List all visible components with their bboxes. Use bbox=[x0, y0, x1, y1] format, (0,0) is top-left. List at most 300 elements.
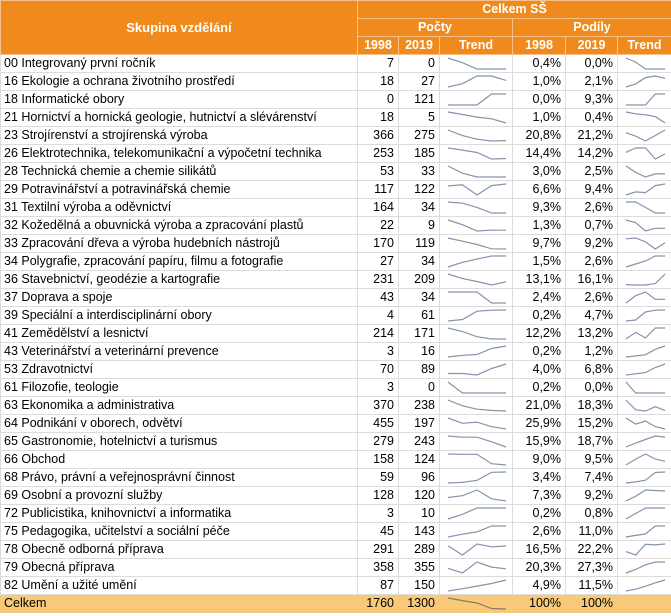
count-trend bbox=[440, 145, 513, 163]
count-trend bbox=[440, 325, 513, 343]
count-trend-sparkline bbox=[440, 109, 512, 126]
sparkline-path bbox=[626, 238, 665, 249]
count-1998: 358 bbox=[358, 559, 399, 577]
share-trend bbox=[618, 289, 671, 307]
sparkline-path bbox=[626, 310, 665, 321]
sparkline-path bbox=[626, 544, 665, 555]
count-2019: 16 bbox=[399, 343, 440, 361]
count-trend bbox=[440, 541, 513, 559]
table-row bbox=[1, 433, 671, 451]
count-trend-sparkline bbox=[440, 145, 512, 162]
header-shares-2019: 2019 bbox=[566, 37, 618, 55]
sparkline-path bbox=[448, 418, 506, 429]
share-2019: 9,2% bbox=[566, 487, 618, 505]
count-1998: 53 bbox=[358, 163, 399, 181]
share-trend bbox=[618, 253, 671, 271]
sparkline-path bbox=[626, 94, 665, 105]
share-1998: 16,5% bbox=[513, 541, 566, 559]
share-2019: 2,6% bbox=[566, 253, 618, 271]
share-1998: 0,2% bbox=[513, 379, 566, 397]
count-1998: 4 bbox=[358, 307, 399, 325]
group-label: 34 Polygrafie, zpracování papíru, filmu a fotografie bbox=[1, 253, 358, 271]
count-2019: 34 bbox=[399, 199, 440, 217]
table-row bbox=[1, 577, 671, 595]
count-2019: 120 bbox=[399, 487, 440, 505]
share-1998: 20,3% bbox=[513, 559, 566, 577]
share-trend-sparkline bbox=[618, 325, 671, 342]
count-trend bbox=[440, 397, 513, 415]
share-trend bbox=[618, 523, 671, 541]
share-1998: 9,3% bbox=[513, 199, 566, 217]
share-trend-sparkline bbox=[618, 415, 671, 432]
sparkline-path bbox=[626, 400, 665, 411]
sparkline-path bbox=[448, 580, 506, 591]
group-label: Celkem bbox=[1, 595, 358, 613]
table-row bbox=[1, 343, 671, 361]
share-2019: 1,2% bbox=[566, 343, 618, 361]
share-trend bbox=[618, 595, 671, 613]
sparkline-path bbox=[448, 400, 506, 411]
share-trend-sparkline bbox=[618, 253, 671, 270]
count-trend bbox=[440, 487, 513, 505]
count-2019: 150 bbox=[399, 577, 440, 595]
table-row bbox=[1, 523, 671, 541]
count-1998: 45 bbox=[358, 523, 399, 541]
sparkline-path bbox=[448, 238, 506, 249]
share-trend-sparkline bbox=[618, 55, 671, 72]
sparkline-path bbox=[448, 562, 506, 573]
table-row bbox=[1, 181, 671, 199]
share-trend bbox=[618, 577, 671, 595]
count-trend bbox=[440, 271, 513, 289]
share-2019: 16,1% bbox=[566, 271, 618, 289]
share-1998: 4,0% bbox=[513, 361, 566, 379]
share-1998: 100% bbox=[513, 595, 566, 613]
count-trend bbox=[440, 235, 513, 253]
count-trend-sparkline bbox=[440, 235, 512, 252]
count-trend bbox=[440, 109, 513, 127]
count-1998: 366 bbox=[358, 127, 399, 145]
sparkline-path bbox=[448, 166, 506, 177]
share-2019: 0,7% bbox=[566, 217, 618, 235]
sparkline-path bbox=[626, 76, 665, 87]
share-1998: 0,2% bbox=[513, 505, 566, 523]
count-2019: 34 bbox=[399, 253, 440, 271]
sparkline-path bbox=[448, 202, 506, 213]
share-2019: 0,0% bbox=[566, 55, 618, 73]
count-trend-sparkline bbox=[440, 91, 512, 108]
count-trend bbox=[440, 469, 513, 487]
table-body bbox=[1, 55, 671, 613]
share-trend bbox=[618, 379, 671, 397]
share-trend-sparkline bbox=[618, 217, 671, 234]
share-2019: 15,2% bbox=[566, 415, 618, 433]
share-trend bbox=[618, 361, 671, 379]
table-row bbox=[1, 235, 671, 253]
total-row bbox=[1, 595, 671, 613]
group-label: 23 Strojírenství a strojírenská výroba bbox=[1, 127, 358, 145]
count-2019: 289 bbox=[399, 541, 440, 559]
share-trend bbox=[618, 469, 671, 487]
share-1998: 4,9% bbox=[513, 577, 566, 595]
count-1998: 117 bbox=[358, 181, 399, 199]
count-trend-sparkline bbox=[440, 289, 512, 306]
count-trend-sparkline bbox=[440, 505, 512, 522]
count-1998: 18 bbox=[358, 109, 399, 127]
share-trend bbox=[618, 271, 671, 289]
share-trend-sparkline bbox=[618, 523, 671, 540]
count-2019: 119 bbox=[399, 235, 440, 253]
count-trend-sparkline bbox=[440, 163, 512, 180]
share-2019: 2,1% bbox=[566, 73, 618, 91]
header-counts-trend: Trend bbox=[440, 37, 513, 55]
share-2019: 18,7% bbox=[566, 433, 618, 451]
share-trend-sparkline bbox=[618, 91, 671, 108]
share-1998: 2,4% bbox=[513, 289, 566, 307]
share-trend bbox=[618, 181, 671, 199]
count-trend-sparkline bbox=[440, 379, 512, 396]
count-trend-sparkline bbox=[440, 397, 512, 414]
group-label: 29 Potravinářství a potravinářská chemie bbox=[1, 181, 358, 199]
share-1998: 7,3% bbox=[513, 487, 566, 505]
count-1998: 279 bbox=[358, 433, 399, 451]
group-label: 32 Kožedělná a obuvnická výroba a zpracování plastů bbox=[1, 217, 358, 235]
table-row bbox=[1, 73, 671, 91]
share-1998: 0,2% bbox=[513, 343, 566, 361]
header-shares-1998: 1998 bbox=[513, 37, 566, 55]
count-trend-sparkline bbox=[440, 325, 512, 342]
share-trend-sparkline bbox=[618, 379, 671, 396]
count-trend-sparkline bbox=[440, 595, 512, 612]
share-1998: 9,7% bbox=[513, 235, 566, 253]
count-1998: 214 bbox=[358, 325, 399, 343]
count-2019: 122 bbox=[399, 181, 440, 199]
share-1998: 3,0% bbox=[513, 163, 566, 181]
sparkline-path bbox=[626, 148, 665, 159]
count-trend bbox=[440, 91, 513, 109]
share-trend-sparkline bbox=[618, 163, 671, 180]
sparkline-path bbox=[448, 472, 506, 483]
share-2019: 27,3% bbox=[566, 559, 618, 577]
count-2019: 0 bbox=[399, 55, 440, 73]
sparkline-path bbox=[626, 508, 665, 519]
count-1998: 455 bbox=[358, 415, 399, 433]
sparkline-path bbox=[448, 292, 506, 303]
share-1998: 12,2% bbox=[513, 325, 566, 343]
table-row bbox=[1, 307, 671, 325]
count-1998: 291 bbox=[358, 541, 399, 559]
share-1998: 2,6% bbox=[513, 523, 566, 541]
count-trend-sparkline bbox=[440, 559, 512, 576]
sparkline-path bbox=[448, 454, 506, 465]
sparkline-path bbox=[626, 454, 665, 465]
table-row bbox=[1, 559, 671, 577]
count-trend-sparkline bbox=[440, 217, 512, 234]
share-2019: 9,4% bbox=[566, 181, 618, 199]
count-trend bbox=[440, 433, 513, 451]
group-label: 65 Gastronomie, hotelnictví a turismus bbox=[1, 433, 358, 451]
group-label: 31 Textilní výroba a oděvnictví bbox=[1, 199, 358, 217]
share-trend bbox=[618, 487, 671, 505]
share-trend bbox=[618, 541, 671, 559]
sparkline-path bbox=[626, 472, 665, 483]
share-trend bbox=[618, 559, 671, 577]
group-label: 36 Stavebnictví, geodézie a kartografie bbox=[1, 271, 358, 289]
count-trend bbox=[440, 577, 513, 595]
share-trend bbox=[618, 127, 671, 145]
header-counts-2019: 2019 bbox=[399, 37, 440, 55]
share-trend bbox=[618, 145, 671, 163]
count-trend-sparkline bbox=[440, 271, 512, 288]
sparkline-path bbox=[448, 220, 506, 231]
share-2019: 0,0% bbox=[566, 379, 618, 397]
share-1998: 15,9% bbox=[513, 433, 566, 451]
share-trend-sparkline bbox=[618, 271, 671, 288]
group-label: 82 Umění a užité umění bbox=[1, 577, 358, 595]
group-label: 68 Právo, právní a veřejnosprávní činnost bbox=[1, 469, 358, 487]
header-counts: Počty bbox=[358, 19, 513, 37]
group-label: 33 Zpracování dřeva a výroba hudebních nástrojů bbox=[1, 235, 358, 253]
share-trend bbox=[618, 73, 671, 91]
table-row bbox=[1, 379, 671, 397]
share-trend bbox=[618, 217, 671, 235]
group-label: 53 Zdravotnictví bbox=[1, 361, 358, 379]
group-label: 39 Speciální a interdisciplinární obory bbox=[1, 307, 358, 325]
share-2019: 13,2% bbox=[566, 325, 618, 343]
share-trend-sparkline bbox=[618, 595, 671, 612]
sparkline-path bbox=[448, 256, 506, 267]
group-label: 16 Ekologie a ochrana životního prostředí bbox=[1, 73, 358, 91]
share-trend-sparkline bbox=[618, 109, 671, 126]
table-row bbox=[1, 469, 671, 487]
sparkline-path bbox=[626, 202, 665, 213]
sparkline-path bbox=[626, 292, 665, 303]
share-trend-sparkline bbox=[618, 73, 671, 90]
share-trend-sparkline bbox=[618, 343, 671, 360]
count-trend bbox=[440, 253, 513, 271]
count-trend-sparkline bbox=[440, 55, 512, 72]
sparkline-path bbox=[448, 382, 506, 393]
sparkline-path bbox=[448, 346, 506, 357]
count-2019: 9 bbox=[399, 217, 440, 235]
count-trend-sparkline bbox=[440, 487, 512, 504]
header-counts-1998: 1998 bbox=[358, 37, 399, 55]
count-2019: 243 bbox=[399, 433, 440, 451]
table-row bbox=[1, 289, 671, 307]
count-2019: 0 bbox=[399, 379, 440, 397]
share-1998: 0,4% bbox=[513, 55, 566, 73]
sparkline-path bbox=[626, 436, 665, 447]
share-2019: 9,2% bbox=[566, 235, 618, 253]
count-trend bbox=[440, 127, 513, 145]
count-trend bbox=[440, 415, 513, 433]
sparkline-path bbox=[448, 436, 506, 447]
count-trend bbox=[440, 307, 513, 325]
share-trend-sparkline bbox=[618, 577, 671, 594]
share-2019: 0,8% bbox=[566, 505, 618, 523]
share-trend-sparkline bbox=[618, 541, 671, 558]
count-trend bbox=[440, 343, 513, 361]
share-trend bbox=[618, 433, 671, 451]
count-2019: 185 bbox=[399, 145, 440, 163]
group-label: 28 Technická chemie a chemie silikátů bbox=[1, 163, 358, 181]
count-trend-sparkline bbox=[440, 523, 512, 540]
share-trend bbox=[618, 397, 671, 415]
share-1998: 13,1% bbox=[513, 271, 566, 289]
count-2019: 355 bbox=[399, 559, 440, 577]
sparkline-path bbox=[448, 112, 506, 123]
sparkline-path bbox=[448, 508, 506, 519]
count-trend bbox=[440, 505, 513, 523]
count-1998: 253 bbox=[358, 145, 399, 163]
share-2019: 100% bbox=[566, 595, 618, 613]
count-trend-sparkline bbox=[440, 253, 512, 270]
group-label: 41 Zemědělství a lesnictví bbox=[1, 325, 358, 343]
count-1998: 1760 bbox=[358, 595, 399, 613]
group-label: 66 Obchod bbox=[1, 451, 358, 469]
count-trend-sparkline bbox=[440, 199, 512, 216]
group-label: 78 Obecně odborná příprava bbox=[1, 541, 358, 559]
sparkline-path bbox=[448, 130, 506, 141]
table-row bbox=[1, 487, 671, 505]
share-trend bbox=[618, 199, 671, 217]
count-2019: 61 bbox=[399, 307, 440, 325]
count-trend-sparkline bbox=[440, 577, 512, 594]
count-2019: 275 bbox=[399, 127, 440, 145]
share-1998: 1,5% bbox=[513, 253, 566, 271]
share-trend bbox=[618, 55, 671, 73]
share-trend bbox=[618, 325, 671, 343]
group-label: 61 Filozofie, teologie bbox=[1, 379, 358, 397]
count-2019: 89 bbox=[399, 361, 440, 379]
count-trend bbox=[440, 73, 513, 91]
share-trend bbox=[618, 91, 671, 109]
share-2019: 7,4% bbox=[566, 469, 618, 487]
share-2019: 21,2% bbox=[566, 127, 618, 145]
count-2019: 209 bbox=[399, 271, 440, 289]
count-2019: 143 bbox=[399, 523, 440, 541]
count-trend-sparkline bbox=[440, 451, 512, 468]
group-label: 79 Obecná příprava bbox=[1, 559, 358, 577]
share-trend-sparkline bbox=[618, 469, 671, 486]
count-1998: 22 bbox=[358, 217, 399, 235]
group-label: 00 Integrovaný první ročník bbox=[1, 55, 358, 73]
share-1998: 6,6% bbox=[513, 181, 566, 199]
group-label: 72 Publicistika, knihovnictví a informatika bbox=[1, 505, 358, 523]
count-1998: 3 bbox=[358, 343, 399, 361]
share-trend bbox=[618, 163, 671, 181]
table-row bbox=[1, 127, 671, 145]
share-2019: 2,5% bbox=[566, 163, 618, 181]
table-row bbox=[1, 199, 671, 217]
sparkline-path bbox=[448, 526, 506, 537]
share-1998: 1,0% bbox=[513, 73, 566, 91]
share-1998: 9,0% bbox=[513, 451, 566, 469]
count-trend bbox=[440, 379, 513, 397]
count-1998: 70 bbox=[358, 361, 399, 379]
share-trend-sparkline bbox=[618, 451, 671, 468]
count-trend-sparkline bbox=[440, 469, 512, 486]
share-1998: 1,0% bbox=[513, 109, 566, 127]
count-1998: 3 bbox=[358, 379, 399, 397]
table-row bbox=[1, 505, 671, 523]
count-1998: 87 bbox=[358, 577, 399, 595]
share-trend-sparkline bbox=[618, 505, 671, 522]
sparkline-path bbox=[448, 544, 506, 555]
count-trend bbox=[440, 163, 513, 181]
share-1998: 3,4% bbox=[513, 469, 566, 487]
sparkline-path bbox=[626, 382, 665, 393]
count-1998: 128 bbox=[358, 487, 399, 505]
group-label: 63 Ekonomika a administrativa bbox=[1, 397, 358, 415]
sparkline-path bbox=[448, 328, 506, 339]
group-label: 21 Hornictví a hornická geologie, hutnictví a slévárenství bbox=[1, 109, 358, 127]
count-trend bbox=[440, 199, 513, 217]
count-2019: 33 bbox=[399, 163, 440, 181]
share-1998: 20,8% bbox=[513, 127, 566, 145]
count-2019: 124 bbox=[399, 451, 440, 469]
share-trend-sparkline bbox=[618, 235, 671, 252]
count-trend-sparkline bbox=[440, 343, 512, 360]
share-trend-sparkline bbox=[618, 127, 671, 144]
share-trend-sparkline bbox=[618, 433, 671, 450]
sparkline-path bbox=[448, 310, 506, 321]
count-1998: 158 bbox=[358, 451, 399, 469]
count-trend-sparkline bbox=[440, 541, 512, 558]
share-1998: 14,4% bbox=[513, 145, 566, 163]
table-row bbox=[1, 415, 671, 433]
group-label: 37 Doprava a spoje bbox=[1, 289, 358, 307]
count-2019: 96 bbox=[399, 469, 440, 487]
table-row bbox=[1, 217, 671, 235]
share-1998: 25,9% bbox=[513, 415, 566, 433]
count-trend-sparkline bbox=[440, 307, 512, 324]
count-1998: 0 bbox=[358, 91, 399, 109]
table-row bbox=[1, 541, 671, 559]
count-trend bbox=[440, 289, 513, 307]
count-trend bbox=[440, 523, 513, 541]
share-1998: 21,0% bbox=[513, 397, 566, 415]
share-1998: 0,2% bbox=[513, 307, 566, 325]
share-2019: 6,8% bbox=[566, 361, 618, 379]
count-1998: 18 bbox=[358, 73, 399, 91]
count-trend-sparkline bbox=[440, 127, 512, 144]
header-group: Skupina vzdělání bbox=[1, 1, 358, 55]
count-trend bbox=[440, 217, 513, 235]
count-2019: 171 bbox=[399, 325, 440, 343]
count-2019: 1300 bbox=[399, 595, 440, 613]
sparkline-path bbox=[626, 256, 665, 267]
sparkline-path bbox=[448, 148, 506, 159]
count-2019: 27 bbox=[399, 73, 440, 91]
share-trend bbox=[618, 109, 671, 127]
count-2019: 34 bbox=[399, 289, 440, 307]
count-trend bbox=[440, 55, 513, 73]
table-row bbox=[1, 397, 671, 415]
count-1998: 59 bbox=[358, 469, 399, 487]
count-trend bbox=[440, 559, 513, 577]
sparkline-path bbox=[448, 76, 506, 87]
share-trend bbox=[618, 415, 671, 433]
count-1998: 170 bbox=[358, 235, 399, 253]
sparkline-path bbox=[626, 526, 665, 537]
group-label: 18 Informatické obory bbox=[1, 91, 358, 109]
count-trend bbox=[440, 361, 513, 379]
table-row bbox=[1, 325, 671, 343]
count-1998: 43 bbox=[358, 289, 399, 307]
count-2019: 10 bbox=[399, 505, 440, 523]
count-2019: 238 bbox=[399, 397, 440, 415]
